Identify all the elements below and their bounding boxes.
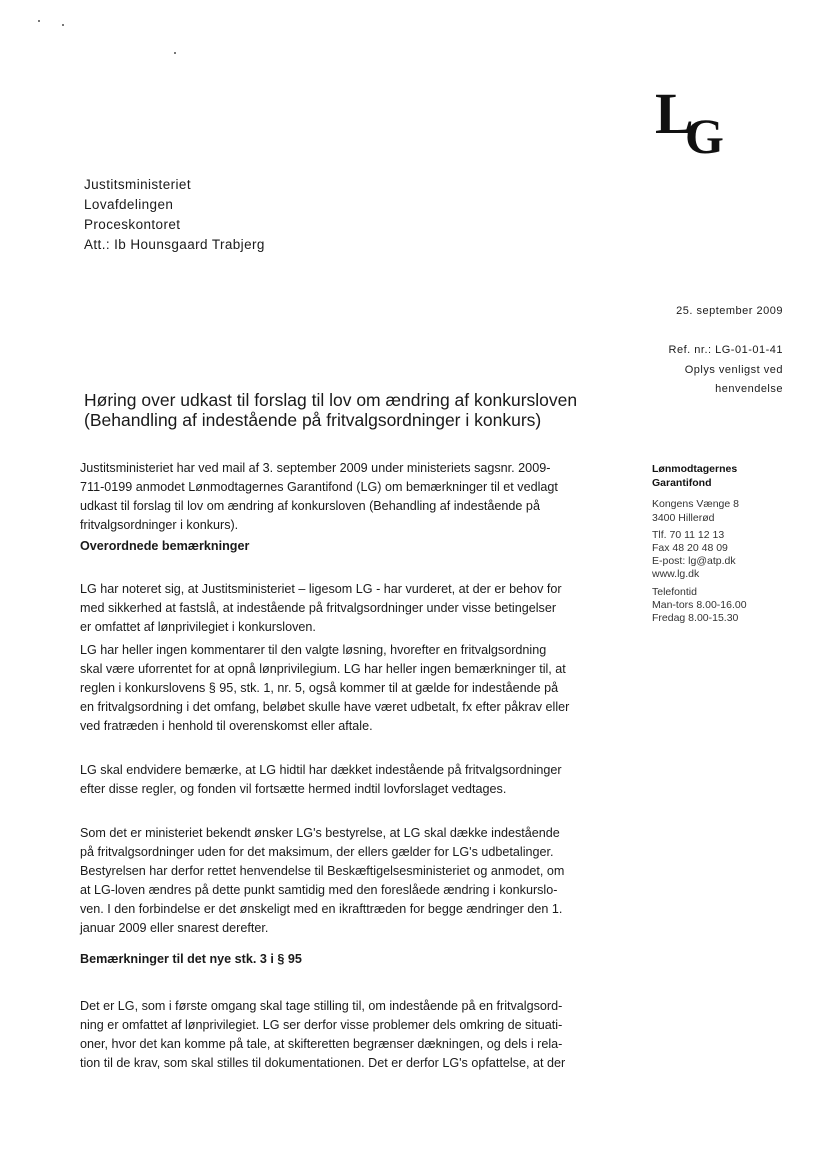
paragraph-line: Som det er ministeriet bekendt ønsker LG's bestyrelse, at LG skal dække indestående bbox=[80, 826, 560, 840]
paragraph-line: med sikkerhed at fastslå, at indestående på fritvalgsordninger under visse betingelser bbox=[80, 601, 557, 615]
paragraph-line: Bestyrelsen har derfor rettet henvendelse til Beskæftigelsesministeriet og anmodet, om bbox=[80, 864, 565, 878]
paragraph-line: tion til de krav, som skal stilles til dokumentationen. Det er derfor LG's opfattelse, at der bbox=[80, 1056, 566, 1070]
paragraph-line: 711-0199 anmodet Lønmodtagernes Garantifond (LG) om bemærkninger til et vedlagt bbox=[80, 480, 558, 494]
sender-name: Garantifond bbox=[652, 477, 712, 489]
sender-fax: Fax 48 20 48 09 bbox=[652, 542, 728, 554]
paragraph-line: ved fratræden i henhold til overenskomst eller aftale. bbox=[80, 719, 373, 733]
recipient-line: Proceskontoret bbox=[84, 217, 181, 232]
recipient-line: Lovafdelingen bbox=[84, 197, 174, 212]
paragraph-line: er omfattet af lønprivilegiet i konkursloven. bbox=[80, 620, 316, 634]
reference-note: Oplys venligst ved bbox=[684, 364, 783, 376]
paragraph-line: oner, hvor det kan komme på tale, at skifteretten begrænser dækningen, og dels i rela- bbox=[80, 1037, 563, 1051]
recipient-line: Att.: Ib Hounsgaard Trabjerg bbox=[84, 237, 265, 252]
svg-text:G: G bbox=[685, 108, 724, 155]
reference-number: Ref. nr.: LG-01-01-41 bbox=[668, 344, 783, 356]
sender-name: Lønmodtagernes bbox=[652, 463, 738, 475]
reference-note: henvendelse bbox=[715, 383, 783, 395]
paragraph-line: LG har noteret sig, at Justitsministeriet – ligesom LG - har vurderet, at der er behov for bbox=[80, 582, 562, 596]
paragraph-line: januar 2009 eller snarest derefter. bbox=[80, 921, 269, 935]
paragraph-line: reglen i konkurslovens § 95, stk. 1, nr. 5, også kommer til at gælde for indestående på bbox=[80, 681, 559, 695]
letter-date: 25. september 2009 bbox=[676, 305, 783, 317]
sender-email: E-post: lg@atp.dk bbox=[652, 555, 736, 567]
lg-logo bbox=[655, 85, 745, 155]
paragraph-line: en fritvalgsordning i det omfang, beløbet skulle have været udbetalt, fx efter påkrav eller bbox=[80, 700, 570, 714]
sender-phone: Tlf. 70 11 12 13 bbox=[652, 529, 725, 541]
sender-address: Kongens Vænge 8 bbox=[652, 498, 739, 510]
letter-subtitle: (Behandling af indestående på fritvalgsordninger i konkurs) bbox=[84, 410, 542, 430]
phone-hours: Man-tors 8.00-16.00 bbox=[652, 599, 747, 611]
scan-speck bbox=[38, 20, 40, 22]
phone-hours: Fredag 8.00-15.30 bbox=[652, 612, 739, 624]
sender-website: www.lg.dk bbox=[652, 568, 700, 580]
paragraph-line: LG skal endvidere bemærke, at LG hidtil har dækket indestående på fritvalgsordninger bbox=[80, 763, 562, 777]
paragraph-line: fritvalgsordninger i konkurs). bbox=[80, 518, 239, 532]
phone-hours-label: Telefontid bbox=[652, 586, 697, 598]
section-heading: Overordnede bemærkninger bbox=[80, 539, 250, 553]
section-heading: Bemærkninger til det nye stk. 3 i § 95 bbox=[80, 952, 302, 966]
paragraph-line: skal være uforrentet for at opnå lønprivilegium. LG har heller ingen bemærkninger til, at bbox=[80, 662, 566, 676]
letter-title: Høring over udkast til forslag til lov om ændring af konkursloven bbox=[84, 390, 578, 410]
svg-text:L: L bbox=[655, 85, 694, 146]
recipient-line: Justitsministeriet bbox=[84, 177, 191, 192]
sender-address: 3400 Hillerød bbox=[652, 512, 715, 524]
paragraph-line: Det er LG, som i første omgang skal tage stilling til, om indestående på en fritvalgsord- bbox=[80, 999, 563, 1013]
scan-speck bbox=[174, 52, 176, 54]
paragraph-line: udkast til forslag til lov om ændring af konkursloven (Behandling af indestående på bbox=[80, 499, 540, 513]
paragraph-line: efter disse regler, og fonden vil fortsætte hermed indtil lovforslaget vedtages. bbox=[80, 782, 507, 796]
paragraph-line: LG har heller ingen kommentarer til den valgte løsning, hvorefter en fritvalgsordning bbox=[80, 643, 547, 657]
scan-speck bbox=[62, 24, 64, 26]
paragraph-line: Justitsministeriet har ved mail af 3. september 2009 under ministeriets sagsnr. 2009- bbox=[80, 461, 551, 475]
paragraph-line: ven. I den forbindelse er det ønskeligt med en ikrafttræden for begge ændringer den 1. bbox=[80, 902, 563, 916]
paragraph-line: på fritvalgsordninger uden for det maksimum, der ellers gælder for LG's udbetalinger. bbox=[80, 845, 554, 859]
paragraph-line: ning er omfattet af lønprivilegiet. LG ser derfor visse problemer dels omkring de situati- bbox=[80, 1018, 563, 1032]
paragraph-line: at LG-loven ændres på dette punkt samtidig med den foreslåede ændring i konkurslo- bbox=[80, 883, 558, 897]
